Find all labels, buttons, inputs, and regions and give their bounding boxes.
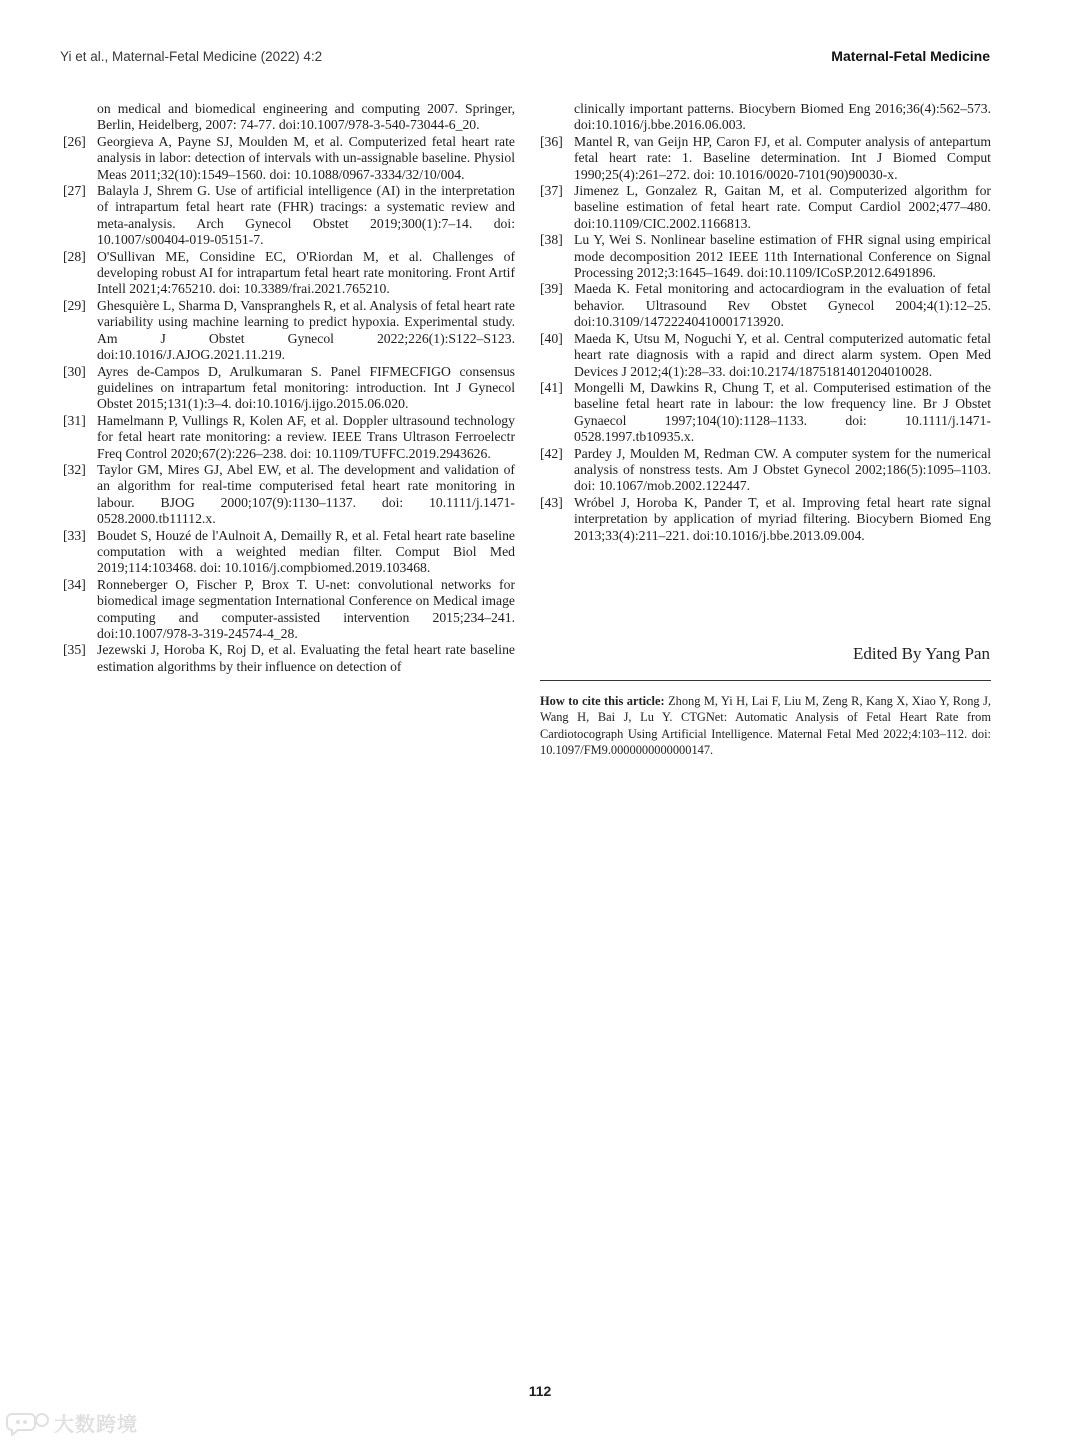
reference-text: on medical and biomedical engineering and computing 2007. Springer, Berlin, Heidelberg, 2007: 74-77. doi:10.1007/978-3-540-73044-6_20. xyxy=(97,101,515,133)
reference-text: Ghesquière L, Sharma D, Vanspranghels R, et al. Analysis of fetal heart rate variability using machine learning to predict hypoxia. Experimental study. Am J Obstet Gynecol 2022;226(1):S122–S123. doi:10.1016/J.AJOG.2021.11.219. xyxy=(97,297,515,363)
reference-entry xyxy=(63,298,515,364)
reference-text: Balayla J, Shrem G. Use of artificial intelligence (AI) in the interpretation of intrapartum fetal heart rate (FHR) tracings: a systematic review and meta-analysis. Arch Gynecol Obstet 2019;300(1):7–14. doi: 10.1007/s00404-019-05151-7. xyxy=(97,183,515,248)
reference-text: Mongelli M, Dawkins R, Chung T, et al. Computerised estimation of the baseline fetal heart rate in labour: the low frequency line. Br J Obstet Gynaecol 1997;104(10):1128–1133. doi: 10.1111/j.1471-0528.1997.tb10935.x. xyxy=(574,379,991,445)
reference-number: [40] xyxy=(540,330,563,346)
reference-entry xyxy=(540,232,991,281)
reference-text: clinically important patterns. Biocybern Biomed Eng 2016;36(4):562–573. doi:10.1016/j.bbe.2016.06.003. xyxy=(574,101,991,133)
reference-text: Wróbel J, Horoba K, Pander T, et al. Improving fetal heart rate signal interpretation by application of myriad filtering. Biocybern Biomed Eng 2013;33(4):211–221. doi:10.1016/j.bbe.2013.09.004. xyxy=(574,494,991,543)
reference-number: [33] xyxy=(63,527,86,543)
reference-entry xyxy=(540,331,991,380)
journal-name: Maternal-Fetal Medicine xyxy=(831,48,990,64)
header-citation: Yi et al., Maternal-Fetal Medicine (2022) 4:2 xyxy=(60,49,323,64)
reference-text: Mantel R, van Geijn HP, Caron FJ, et al. Computer analysis of antepartum fetal heart rate: 1. Baseline determination. Int J Biomed Comput 1990;25(4):261–272. doi: 10.1016/0020-7101(90)90030-x. xyxy=(574,133,991,182)
reference-entry xyxy=(63,364,515,413)
reference-entry xyxy=(63,101,515,134)
reference-entry xyxy=(63,577,515,643)
reference-entry xyxy=(540,101,991,134)
reference-entry xyxy=(63,249,515,298)
reference-number: [38] xyxy=(540,232,563,248)
reference-number: [42] xyxy=(540,445,563,461)
reference-entry xyxy=(63,462,515,528)
reference-entry xyxy=(63,183,515,249)
reference-text: Taylor GM, Mires GJ, Abel EW, et al. The development and validation of an algorithm for real-time computerised fetal heart rate monitoring in labour. BJOG 2000;107(9):1130–1137. doi: 10.1111/j.1471-0528.2000.tb11112.x. xyxy=(97,461,515,527)
watermark xyxy=(6,1408,138,1437)
reference-number: [26] xyxy=(63,133,86,149)
watermark-text: 大数跨境 xyxy=(54,1412,138,1436)
reference-text: Jezewski J, Horoba K, Roj D, et al. Evaluating the fetal heart rate baseline estimation algorithms by their influence on detection of xyxy=(97,642,515,674)
reference-number: [31] xyxy=(63,412,86,428)
reference-text: Boudet S, Houzé de l'Aulnoit A, Demailly R, et al. Fetal heart rate baseline computation with a weighted median filter. Comput Biol Med 2019;114:103468. doi: 10.1016/j.compbiomed.2019.103468. xyxy=(97,527,515,576)
reference-entry xyxy=(540,495,991,544)
how-to-cite-text: Zhong M, Yi H, Lai F, Liu M, Zeng R, Kang X, Xiao Y, Rong J, Wang H, Bai J, Lu Y. CTGNet: Automatic Analysis of Fetal Heart Rate from Cardiotocograph Using Artificial Intelligence. Maternal Fetal Med 2022;4:103–112. doi: 10.1097/FM9.0000000000000147. xyxy=(540,694,991,758)
how-to-cite-lead: How to cite this article: xyxy=(540,694,665,708)
how-to-cite xyxy=(540,693,991,759)
edited-by: Edited By Yang Pan xyxy=(853,644,990,663)
page-number: 112 xyxy=(528,1383,552,1399)
reference-number: [28] xyxy=(63,248,86,264)
reference-text: Lu Y, Wei S. Nonlinear baseline estimation of FHR signal using empirical mode decomposition 2012 IEEE 11th International Conference on Signal Processing 2012;3:1645–1649. doi:10.1109/ICoSP.2012.6491896. xyxy=(574,232,991,281)
reference-entry xyxy=(540,134,991,183)
chat-bubble-icon xyxy=(6,1410,50,1436)
references-right-column xyxy=(540,101,991,544)
reference-text: Ronneberger O, Fischer P, Brox T. U-net: convolutional networks for biomedical image segmentation International Conference on Medical image computing and computer-assisted intervention 2015;234–241. doi:10.1007/978-3-319-24574-4_28. xyxy=(97,576,515,641)
reference-text: Maeda K. Fetal monitoring and actocardiogram in the evaluation of fetal behavior. Ultrasound Rev Obstet Gynecol 2004;4(1):12–25. doi:10.3109/14722240410001713920. xyxy=(574,281,991,330)
reference-number: [30] xyxy=(63,363,86,379)
reference-number: [39] xyxy=(540,281,563,297)
reference-number: [43] xyxy=(540,494,563,510)
reference-number: [32] xyxy=(63,461,86,477)
reference-text: O'Sullivan ME, Considine EC, O'Riordan M, et al. Challenges of developing robust AI for intrapartum fetal heart rate monitoring. Front Artif Intell 2021;4:765210. doi: 10.3389/frai.2021.765210. xyxy=(97,248,515,297)
reference-number: [35] xyxy=(63,642,86,658)
reference-entry xyxy=(63,528,515,577)
reference-text: Georgieva A, Payne SJ, Moulden M, et al. Computerized fetal heart rate analysis in labor: detection of intervals with un-assignable baseline. Physiol Meas 2011;32(10):1549–1560. doi: 10.1088/0967-3334/32/10/004. xyxy=(97,133,515,182)
reference-number: [27] xyxy=(63,183,86,199)
reference-entry xyxy=(63,134,515,183)
reference-entry xyxy=(63,413,515,462)
reference-text: Pardey J, Moulden M, Redman CW. A computer system for the numerical analysis of nonstress tests. Am J Obstet Gynecol 2002;186(5):1095–1103. doi: 10.1067/mob.2002.122447. xyxy=(574,445,991,494)
reference-entry xyxy=(540,281,991,330)
reference-text: Hamelmann P, Vullings R, Kolen AF, et al. Doppler ultrasound technology for fetal heart rate monitoring: a review. IEEE Trans Ultrason Ferroelectr Freq Control 2020;67(2):226–238. doi: 10.1109/TUFFC.2019.2943626. xyxy=(97,412,515,461)
reference-number: [29] xyxy=(63,297,86,313)
reference-entry xyxy=(540,446,991,495)
reference-text: Maeda K, Utsu M, Noguchi Y, et al. Central computerized automatic fetal heart rate diagnosis with a rapid and direct alarm system. Open Med Devices J 2012;4(1):28–33. doi:10.2174/1875181401204010028. xyxy=(574,330,991,379)
reference-entry xyxy=(540,183,991,232)
divider xyxy=(540,680,991,681)
reference-entry xyxy=(540,380,991,446)
reference-entry xyxy=(63,642,515,675)
references-left-column xyxy=(63,101,515,675)
reference-text: Ayres de-Campos D, Arulkumaran S. Panel FIFMECFIGO consensus guidelines on intrapartum fetal monitoring: introduction. Int J Gynecol Obstet 2015;131(1):3–4. doi:10.1016/j.ijgo.2015.06.020. xyxy=(97,363,515,412)
reference-number: [36] xyxy=(540,133,563,149)
reference-number: [37] xyxy=(540,183,563,199)
reference-number: [34] xyxy=(63,576,86,592)
reference-number: [41] xyxy=(540,379,563,395)
reference-text: Jimenez L, Gonzalez R, Gaitan M, et al. Computerized algorithm for baseline estimation of fetal heart rate. Comput Cardiol 2002;477–480. doi:10.1109/CIC.2002.1166813. xyxy=(574,183,991,231)
running-header xyxy=(60,48,990,64)
